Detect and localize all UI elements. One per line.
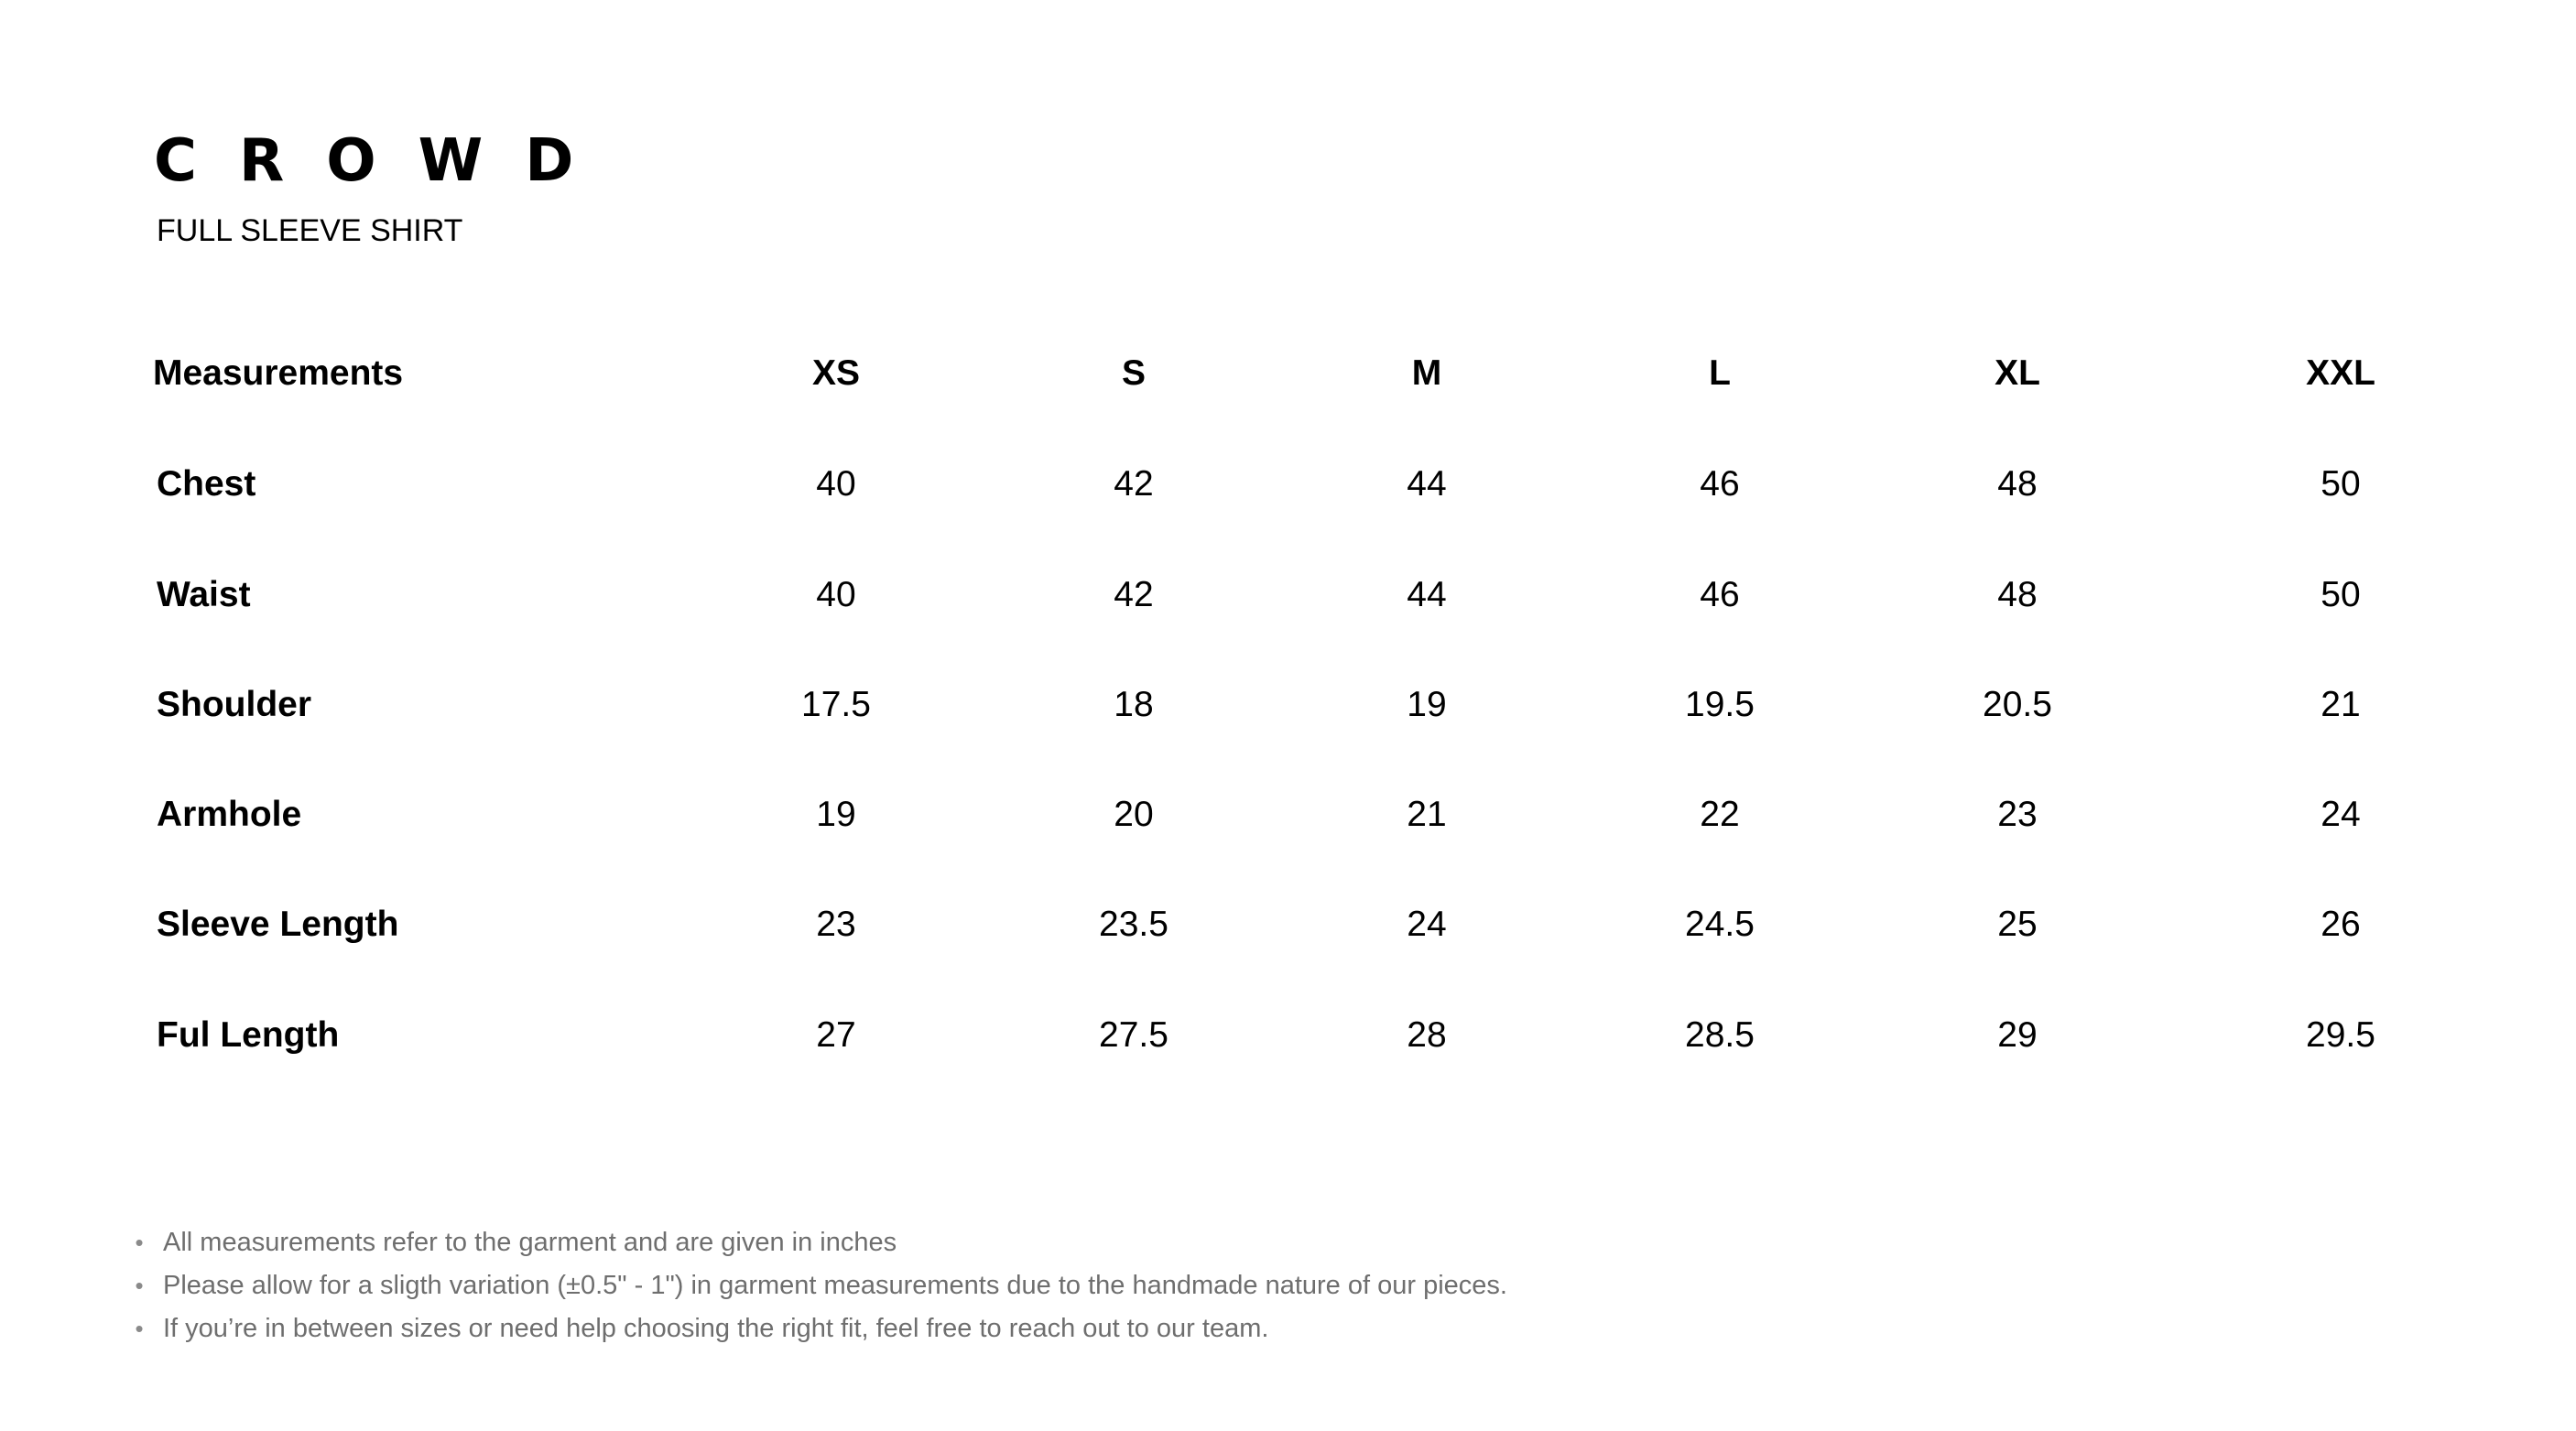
table-cell: 22: [1700, 795, 1740, 834]
table-cell: 27: [816, 1015, 856, 1055]
row-label: Ful Length: [157, 1015, 340, 1055]
note-text: All measurements refer to the garment and are given in inches: [163, 1228, 897, 1257]
size-header-xxl: XXL: [2306, 353, 2375, 393]
note-item: [130, 1307, 1507, 1350]
table-cell: 19: [1407, 685, 1447, 724]
table-cell: 23: [816, 905, 856, 944]
table-cell: 23.5: [1099, 905, 1168, 944]
product-title: FULL SLEEVE SHIRT: [157, 213, 463, 248]
table-cell: 48: [1997, 575, 2038, 614]
row-label: Sleeve Length: [157, 905, 399, 944]
table-cell: 29: [1997, 1015, 2038, 1055]
size-header-m: M: [1411, 353, 1442, 393]
table-cell: 20.5: [1983, 685, 2052, 724]
table-corner-label: Measurements: [153, 353, 404, 393]
brand-logo: CROWD: [154, 127, 616, 195]
note-text: Please allow for a sligth variation (±0.5" - 1") in garment measurements due to the handmade nature of our pieces.: [163, 1271, 1507, 1300]
table-cell: 46: [1700, 575, 1740, 614]
table-cell: 48: [1997, 464, 2038, 504]
bullet-icon: •: [135, 1315, 144, 1342]
bullet-icon: •: [135, 1272, 144, 1299]
note-item: [130, 1221, 1507, 1264]
table-cell: 46: [1700, 464, 1740, 504]
table-cell: 29.5: [2306, 1015, 2375, 1055]
table-cell: 21: [2321, 685, 2361, 724]
table-cell: 24: [2321, 795, 2361, 834]
table-cell: 24: [1407, 905, 1447, 944]
table-cell: 28.5: [1685, 1015, 1755, 1055]
table-cell: 17.5: [801, 685, 871, 724]
row-label: Chest: [157, 464, 256, 504]
table-cell: 50: [2321, 575, 2361, 614]
table-cell: 25: [1997, 905, 2038, 944]
table-cell: 26: [2321, 905, 2361, 944]
table-cell: 40: [816, 575, 856, 614]
row-label: Waist: [157, 575, 251, 614]
row-label: Armhole: [157, 795, 302, 834]
bullet-icon: •: [135, 1229, 144, 1256]
size-header-s: S: [1121, 353, 1146, 393]
size-header-xl: XL: [1994, 353, 2040, 393]
note-text: If you’re in between sizes or need help choosing the right fit, feel free to reach out to our team.: [163, 1314, 1269, 1343]
table-cell: 44: [1407, 575, 1447, 614]
table-cell: 18: [1114, 685, 1154, 724]
table-cell: 19: [816, 795, 856, 834]
table-cell: 28: [1407, 1015, 1447, 1055]
table-cell: 42: [1114, 575, 1154, 614]
table-cell: 23: [1997, 795, 2038, 834]
table-cell: 20: [1114, 795, 1154, 834]
row-label: Shoulder: [157, 685, 312, 724]
table-cell: 40: [816, 464, 856, 504]
table-cell: 42: [1114, 464, 1154, 504]
note-item: [130, 1264, 1507, 1307]
table-cell: 19.5: [1685, 685, 1755, 724]
table-cell: 44: [1407, 464, 1447, 504]
notes-list: [130, 1221, 1507, 1350]
size-header-xs: XS: [811, 353, 861, 393]
table-cell: 50: [2321, 464, 2361, 504]
table-cell: 24.5: [1685, 905, 1755, 944]
table-cell: 27.5: [1099, 1015, 1168, 1055]
table-cell: 21: [1407, 795, 1447, 834]
size-header-l: L: [1709, 353, 1731, 393]
